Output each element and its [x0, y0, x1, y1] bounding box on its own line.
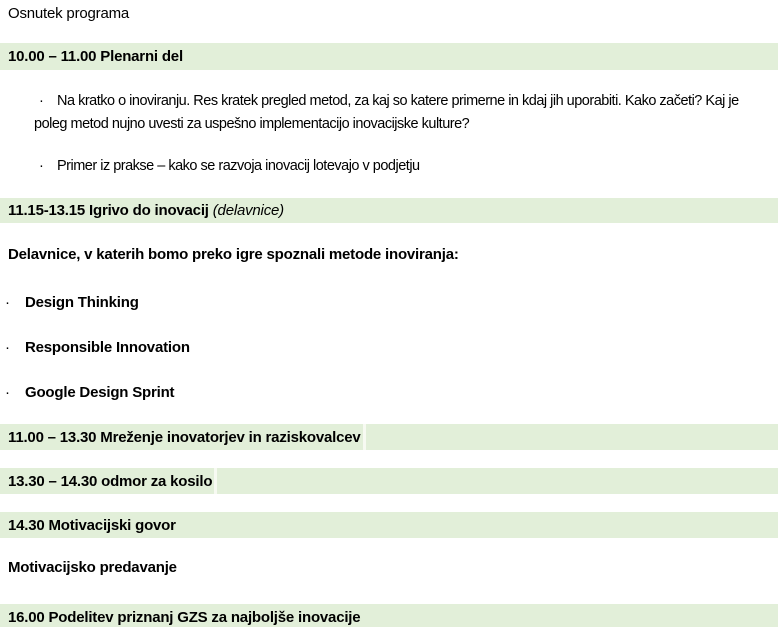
bullet-icon: · [39, 93, 44, 109]
agenda-item-text: Primer iz prakse – kako se razvoja inovacij lotevajo v podjetju [57, 158, 420, 174]
method-label: Google Design Sprint [25, 384, 175, 401]
bullet-icon: · [39, 158, 44, 174]
session-title-lunch: 13.30 – 14.30 odmor za kosilo [8, 472, 213, 490]
motivational-subtitle: Motivacijsko predavanje [8, 559, 177, 576]
bullet-icon: · [5, 384, 10, 401]
session-title-awards: 16.00 Podelitev priznanj GZS za najboljše inovacije [8, 608, 361, 626]
method-item-responsible-innovation [5, 336, 190, 359]
session-title-networking: 11.00 – 13.30 Mreženje inovatorjev in raziskovalcev [8, 428, 361, 446]
agenda-item-text-line2: poleg metod nujno uvesti za uspešno implementacijo inovacijske kulture? [34, 116, 470, 132]
method-label: Design Thinking [25, 294, 139, 311]
highlight-gap [363, 424, 366, 450]
session-bar-plenary [0, 43, 778, 70]
method-label: Responsible Innovation [25, 339, 190, 356]
agenda-item-practice [0, 155, 420, 178]
bullet-icon: · [5, 339, 10, 356]
bullet-icon: · [5, 294, 10, 311]
intro-text: Osnutek programa [8, 5, 130, 22]
session-title-plenary: 10.00 – 11.00 Plenarni del [8, 48, 183, 65]
agenda-item-overview [0, 90, 739, 136]
method-item-google-design-sprint [5, 381, 174, 404]
session-bar-networking [0, 424, 778, 450]
workshops-lead-text: Delavnice, v katerih bomo preko igre spoznali metode inoviranja: [8, 246, 459, 263]
highlight-gap [214, 468, 217, 494]
session-title-motivational: 14.30 Motivacijski govor [8, 516, 176, 534]
session-bar-awards [0, 604, 778, 627]
session-bar-lunch [0, 468, 778, 494]
session-bar-workshops [0, 198, 778, 223]
agenda-item-text-line1: Na kratko o inoviranju. Res kratek pregled metod, za kaj so katere primerne in kdaj jih uporabiti. Kako začeti? Kaj je [57, 93, 739, 109]
session-title-suffix: (delavnice) [212, 202, 284, 219]
session-title-workshops: 11.15-13.15 Igrivo do inovacij [8, 202, 209, 219]
session-bar-motivational [0, 512, 778, 538]
method-item-design-thinking [5, 291, 139, 314]
